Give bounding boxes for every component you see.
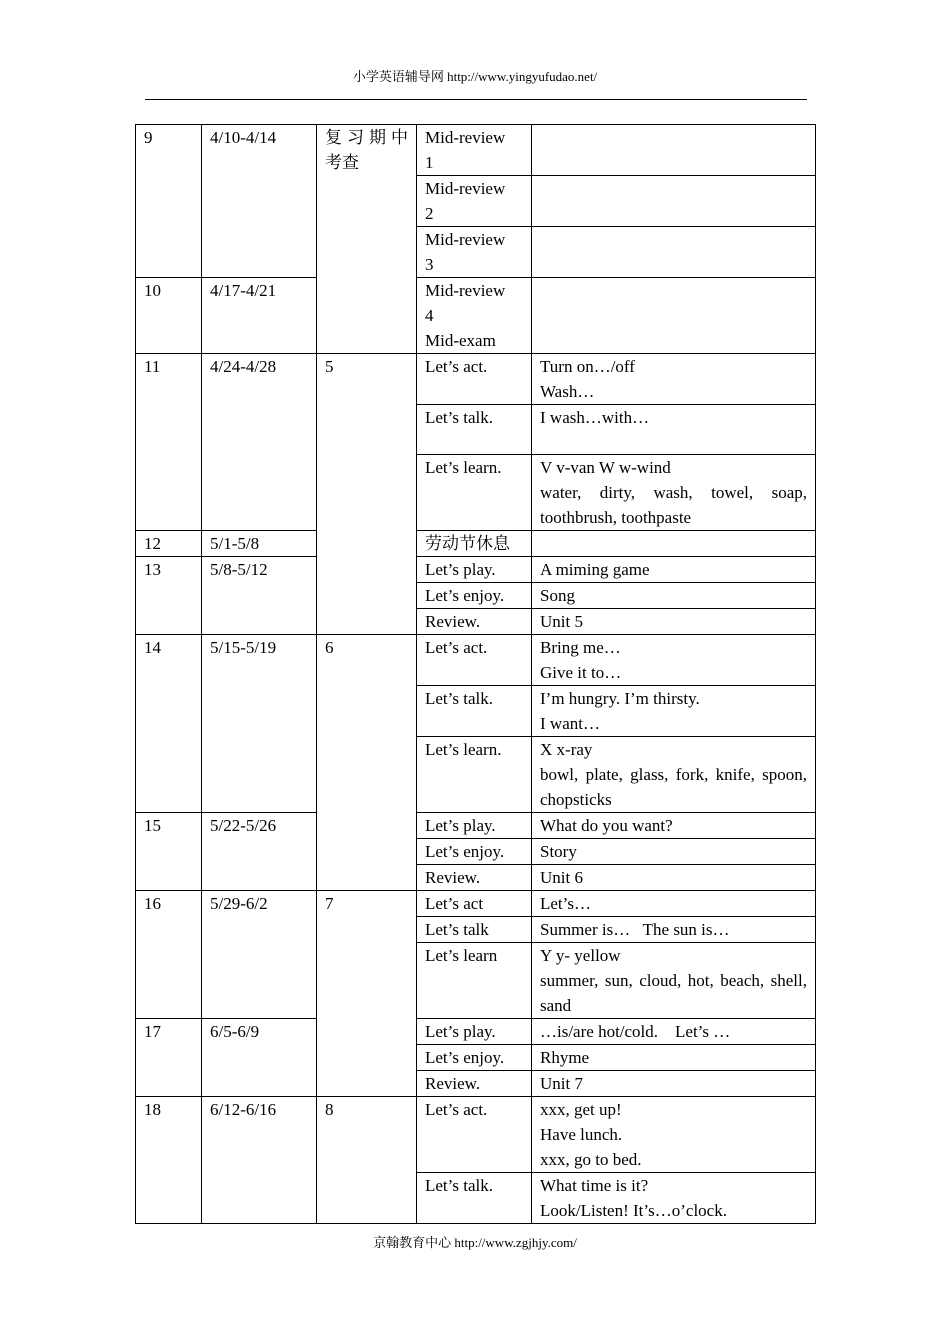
content-cell: xxx, get up! Have lunch. xxx, go to bed. bbox=[532, 1097, 816, 1173]
content-cell: Story bbox=[532, 839, 816, 865]
lesson-cell: Let’s enjoy. bbox=[417, 583, 532, 609]
lesson-cell: Let’s act bbox=[417, 891, 532, 917]
content-cell: Song bbox=[532, 583, 816, 609]
week-number: 10 bbox=[136, 278, 202, 354]
lesson-cell: Let’s talk. bbox=[417, 405, 532, 455]
table-row bbox=[136, 1019, 816, 1045]
week-number: 11 bbox=[136, 354, 202, 531]
lesson-cell: 劳动节休息 bbox=[417, 531, 532, 557]
week-number: 13 bbox=[136, 557, 202, 635]
content-cell: Unit 6 bbox=[532, 865, 816, 891]
week-dates: 6/12-6/16 bbox=[202, 1097, 317, 1224]
content-cell: Bring me… Give it to… bbox=[532, 635, 816, 686]
lesson-cell: Let’s enjoy. bbox=[417, 1045, 532, 1071]
lesson-cell: Let’s enjoy. bbox=[417, 839, 532, 865]
lesson-cell: Mid-review 4 Mid-exam bbox=[417, 278, 532, 354]
week-number: 12 bbox=[136, 531, 202, 557]
week-dates: 5/8-5/12 bbox=[202, 557, 317, 635]
content-cell bbox=[532, 278, 816, 354]
lesson-cell: Review. bbox=[417, 1071, 532, 1097]
lesson-cell: Let’s talk. bbox=[417, 1173, 532, 1224]
table-row bbox=[136, 354, 816, 405]
week-dates: 5/1-5/8 bbox=[202, 531, 317, 557]
unit-cell: 5 bbox=[317, 354, 417, 635]
week-number: 14 bbox=[136, 635, 202, 813]
week-dates: 6/5-6/9 bbox=[202, 1019, 317, 1097]
week-number: 18 bbox=[136, 1097, 202, 1224]
lesson-cell: Let’s learn. bbox=[417, 455, 532, 531]
lesson-cell: Let’s play. bbox=[417, 1019, 532, 1045]
content-cell: V v-van W w-wind water, dirty, wash, towel, soap, toothbrush, toothpaste bbox=[532, 455, 816, 531]
content-cell: I’m hungry. I’m thirsty. I want… bbox=[532, 686, 816, 737]
lesson-cell: Let’s talk bbox=[417, 917, 532, 943]
content-cell: I wash…with… bbox=[532, 405, 816, 455]
week-number: 16 bbox=[136, 891, 202, 1019]
table-row bbox=[136, 125, 816, 176]
week-dates: 5/29-6/2 bbox=[202, 891, 317, 1019]
week-dates: 5/22-5/26 bbox=[202, 813, 317, 891]
week-dates: 4/17-4/21 bbox=[202, 278, 317, 354]
lesson-cell: Mid-review 3 bbox=[417, 227, 532, 278]
content-cell: Summer is… The sun is… bbox=[532, 917, 816, 943]
lesson-cell: Let’s act. bbox=[417, 635, 532, 686]
lesson-cell: Let’s play. bbox=[417, 813, 532, 839]
content-cell: What do you want? bbox=[532, 813, 816, 839]
content-cell: Unit 7 bbox=[532, 1071, 816, 1097]
lesson-cell: Let’s learn. bbox=[417, 737, 532, 813]
table-row bbox=[136, 813, 816, 839]
content-cell bbox=[532, 531, 816, 557]
content-cell: X x-ray bowl, plate, glass, fork, knife, spoon, chopsticks bbox=[532, 737, 816, 813]
content-cell bbox=[532, 176, 816, 227]
week-dates: 4/10-4/14 bbox=[202, 125, 317, 278]
content-cell: A miming game bbox=[532, 557, 816, 583]
lesson-cell: Let’s talk. bbox=[417, 686, 532, 737]
week-dates: 4/24-4/28 bbox=[202, 354, 317, 531]
content-cell bbox=[532, 125, 816, 176]
unit-cell: 6 bbox=[317, 635, 417, 891]
table-row bbox=[136, 278, 816, 354]
page-footer: 京翰教育中心 http://www.zgjhjy.com/ bbox=[373, 1235, 577, 1250]
content-cell: Let’s… bbox=[532, 891, 816, 917]
unit-cell: 7 bbox=[317, 891, 417, 1097]
content-cell: Rhyme bbox=[532, 1045, 816, 1071]
week-dates: 5/15-5/19 bbox=[202, 635, 317, 813]
lesson-cell: Mid-review 2 bbox=[417, 176, 532, 227]
content-cell: Unit 5 bbox=[532, 609, 816, 635]
lesson-cell: Let’s act. bbox=[417, 1097, 532, 1173]
content-cell: Y y- yellow summer, sun, cloud, hot, beach, shell, sand bbox=[532, 943, 816, 1019]
lesson-cell: Review. bbox=[417, 609, 532, 635]
lesson-cell: Let’s act. bbox=[417, 354, 532, 405]
table-row bbox=[136, 531, 816, 557]
table-row bbox=[136, 635, 816, 686]
table-row bbox=[136, 891, 816, 917]
week-number: 15 bbox=[136, 813, 202, 891]
content-cell: What time is it? Look/Listen! It’s…o’clock. bbox=[532, 1173, 816, 1224]
header-rule bbox=[145, 99, 807, 100]
week-number: 9 bbox=[136, 125, 202, 278]
content-cell bbox=[532, 227, 816, 278]
lesson-cell: Mid-review 1 bbox=[417, 125, 532, 176]
lesson-cell: Let’s learn bbox=[417, 943, 532, 1019]
lesson-cell: Let’s play. bbox=[417, 557, 532, 583]
unit-cell: 8 bbox=[317, 1097, 417, 1224]
content-cell: …is/are hot/cold. Let’s … bbox=[532, 1019, 816, 1045]
week-number: 17 bbox=[136, 1019, 202, 1097]
schedule-table bbox=[135, 124, 816, 1224]
unit-cell: 复习期中考查 bbox=[317, 125, 417, 354]
table-row bbox=[136, 557, 816, 583]
content-cell: Turn on…/off Wash… bbox=[532, 354, 816, 405]
table-row bbox=[136, 1097, 816, 1173]
lesson-cell: Review. bbox=[417, 865, 532, 891]
page-header: 小学英语辅导网 http://www.yingyufudao.net/ bbox=[352, 69, 598, 84]
